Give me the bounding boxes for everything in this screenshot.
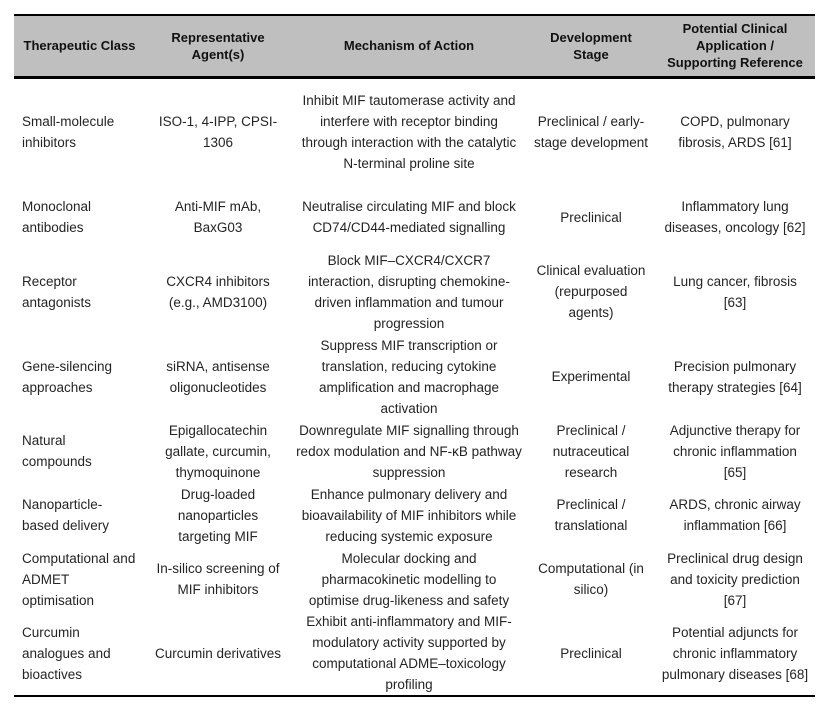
cell-agents: CXCR4 inhibitors (e.g., AMD3100) bbox=[166, 273, 270, 310]
column-header-representative-agents: Representative Agent(s) bbox=[145, 15, 291, 77]
cell-therapeutic-class: Curcumin analogues and bioactives bbox=[22, 624, 111, 682]
cell-stage: Preclinical bbox=[560, 209, 622, 225]
cell-mechanism: Enhance pulmonary delivery and bioavailability of MIF inhibitors while reducing systemic exposure bbox=[301, 486, 517, 544]
cell-stage: Preclinical bbox=[560, 645, 622, 661]
cell-therapeutic-class: Monoclonal antibodies bbox=[22, 199, 92, 235]
column-header-therapeutic-class: Therapeutic Class bbox=[14, 15, 145, 77]
header-row bbox=[14, 15, 815, 77]
table-body bbox=[14, 77, 815, 696]
cell-agents: siRNA, antisense oligonucleotides bbox=[166, 358, 270, 395]
table-row bbox=[14, 419, 815, 483]
cell-therapeutic-class: Computational and ADMET optimisation bbox=[22, 550, 136, 608]
cell-application: Preclinical drug design and toxicity prediction [67] bbox=[667, 550, 803, 608]
cell-mechanism: Inhibit MIF tautomerase activity and interfere with receptor binding through interaction with the catalytic N-terminal proline site bbox=[301, 92, 517, 171]
table-row bbox=[14, 483, 815, 547]
cell-agents: Anti-MIF mAb, BaxG03 bbox=[174, 199, 262, 235]
cell-therapeutic-class: Nanoparticle-based delivery bbox=[22, 497, 110, 533]
table-row bbox=[14, 185, 815, 249]
table-row bbox=[14, 249, 815, 334]
cell-stage: Preclinical / translational bbox=[554, 497, 628, 533]
table-header bbox=[14, 15, 815, 77]
cell-mechanism: Exhibit anti-inflammatory and MIF-modulatory activity supported by computational ADME–toxicology profiling bbox=[306, 614, 512, 692]
cell-therapeutic-class: Gene-silencing approaches bbox=[22, 358, 113, 395]
table-row bbox=[14, 334, 815, 419]
table-row bbox=[14, 611, 815, 696]
cell-stage: Experimental bbox=[551, 369, 631, 384]
cell-application: Potential adjuncts for chronic inflammatory pulmonary diseases [68] bbox=[661, 624, 809, 682]
column-header-development-stage: Development Stage bbox=[527, 15, 655, 77]
table-row bbox=[14, 77, 815, 185]
cell-application: Lung cancer, fibrosis [63] bbox=[673, 273, 797, 310]
cell-mechanism: Downregulate MIF signalling through redox modulation and NF-κB pathway suppression bbox=[296, 422, 522, 480]
cell-therapeutic-class: Small-molecule inhibitors bbox=[22, 113, 115, 150]
cell-stage: Preclinical / nutraceutical research bbox=[552, 422, 630, 480]
column-header-clinical-application: Potential Clinical Application / Supporting Reference bbox=[655, 15, 815, 77]
cell-agents: Epigallocatechin gallate, curcumin, thymoquinone bbox=[165, 422, 271, 480]
cell-therapeutic-class: Natural compounds bbox=[22, 433, 92, 469]
cell-mechanism: Molecular docking and pharmacokinetic modelling to optimise drug-likeness and safety bbox=[308, 550, 510, 608]
cell-mechanism: Suppress MIF transcription or translation, reducing cytokine amplification and macrophage activation bbox=[318, 337, 500, 416]
cell-stage: Preclinical / early-stage development bbox=[533, 113, 649, 150]
cell-mechanism: Block MIF–CXCR4/CXCR7 interaction, disrupting chemokine-driven inflammation and tumour progression bbox=[308, 252, 510, 331]
cell-application: COPD, pulmonary fibrosis, ARDS [61] bbox=[678, 113, 792, 150]
table-row bbox=[14, 547, 815, 611]
cell-stage: Computational (in silico) bbox=[538, 561, 644, 597]
cell-application: ARDS, chronic airway inflammation [66] bbox=[669, 497, 801, 533]
cell-application: Precision pulmonary therapy strategies [64] bbox=[668, 358, 802, 395]
cell-application: Inflammatory lung diseases, oncology [62] bbox=[664, 199, 806, 235]
cell-agents: Curcumin derivatives bbox=[154, 645, 282, 661]
cell-stage: Clinical evaluation (repurposed agents) bbox=[536, 263, 646, 320]
cell-therapeutic-class: Receptor antagonists bbox=[22, 273, 92, 310]
therapeutics-table bbox=[14, 14, 815, 697]
column-header-mechanism-of-action: Mechanism of Action bbox=[291, 15, 527, 77]
cell-agents: In-silico screening of MIF inhibitors bbox=[156, 561, 280, 597]
cell-mechanism: Neutralise circulating MIF and block CD74/CD44-mediated signalling bbox=[302, 199, 516, 235]
cell-agents: ISO-1, 4-IPP, CPSI-1306 bbox=[158, 113, 278, 150]
cell-agents: Drug-loaded nanoparticles targeting MIF bbox=[177, 486, 259, 544]
cell-application: Adjunctive therapy for chronic inflammation [65] bbox=[669, 422, 801, 480]
